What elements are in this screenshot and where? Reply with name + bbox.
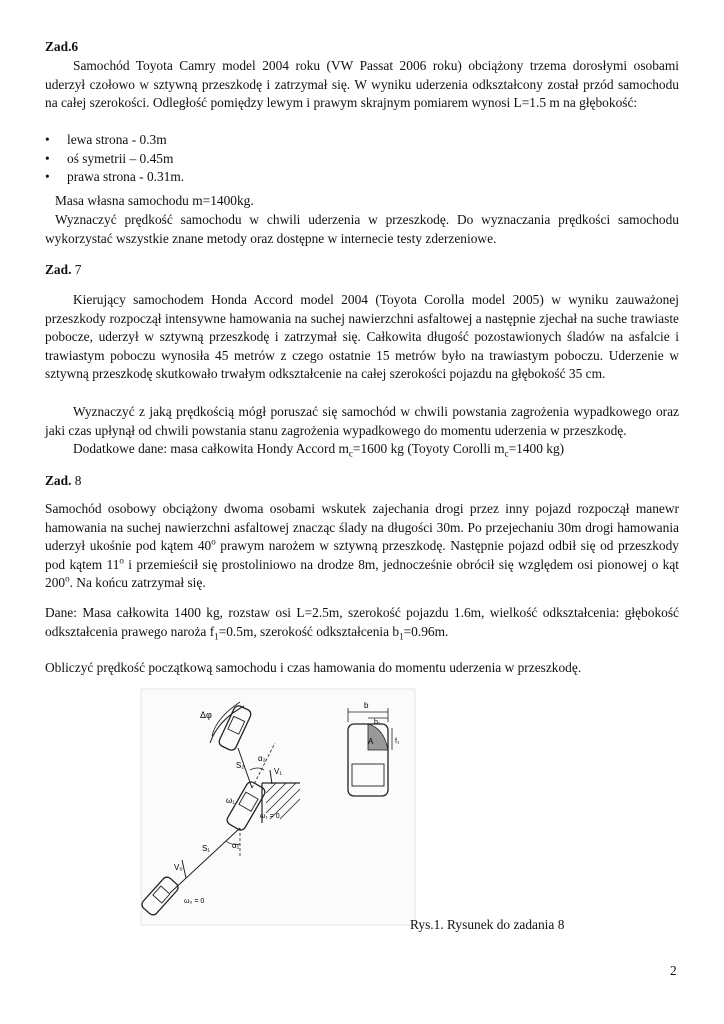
label-b1: b₁ bbox=[374, 719, 381, 726]
label-v1: V₁ bbox=[274, 767, 283, 776]
label-f1: f₁ bbox=[395, 738, 400, 745]
task-8-instruction: Obliczyć prędkość początkową samochodu i czas hamowania do momentu uderzenia w przeszkodę. bbox=[45, 660, 582, 675]
task-8-given-data: Dane: Masa całkowita 1400 kg, rozstaw osi L=2.5m, szerokość pojazdu 1.6m, wielkość odkształcenia: głębokość odkształcenia prawego naroża $f_1=0.5m$, szerokość odkształcenia $b_1=0.96m$. bbox=[45, 605, 679, 642]
task-6-mass: Masa własna samochodu m=1400kg. bbox=[55, 193, 254, 208]
figure-caption: Rys.1. Rysunek do zadania 8 bbox=[410, 917, 565, 932]
label-alpha1: α₁ bbox=[232, 841, 240, 850]
task-7-extra-data: Dodatkowe dane: masa całkowita Hondy Accord $m_c=1600$ kg (Toyoty Corolli $m_c=1400$ kg) bbox=[73, 441, 565, 459]
task-7-paragraph: Kierujący samochodem Honda Accord model 2004 (Toyota Corolla model 2005) w wyniku zauważonej przeszkody rozpoczął intensywne hamowania na suchej nawierzchni asfaltowej a następnie zjechał na suche trawiaste pobocze, uderzył w sztywną przeszkodę i zatrzymał się. Całkowita długość pozostawionych śladów na asfalcie i trawiastym poboczu wynosiła 45 metrów z czego ostatnie 15 metrów było na trawiastym poboczu. Uderzenie w sztywną przeszkodę skutkowało trwałym odkształcenie na całej szerokości pojazdu na głębokość 35 cm. bbox=[45, 292, 679, 382]
label-omega0: ω₀ = 0 bbox=[184, 898, 205, 905]
label-omega1-zero: ω₁ = 0 bbox=[260, 813, 280, 820]
label-delta-phi: Δφ bbox=[200, 710, 212, 720]
page-number: 2 bbox=[670, 963, 677, 978]
label-alpha2: α₂ bbox=[258, 754, 266, 763]
task-6-paragraph: Samochód Toyota Camry model 2004 roku (VW Passat 2006 roku) obciążony trzema dorosłymi osobami uderzył czołowo w sztywną przeszkodę i zatrzymał się. W wyniku uderzenia odkształcony został przód samochodu na całej szerokości. Odległość pomiędzy lewym i prawym skrajnym pomiarem wynosi L=1.5 m na głębokość: bbox=[45, 58, 679, 111]
collision-diagram bbox=[140, 688, 420, 928]
bullet-right-side: • prawa strona - 0.31m. bbox=[45, 169, 185, 184]
task-6-instruction: Wyznaczyć prędkość samochodu w chwili uderzenia w przeszkodę. Do wyznaczania prędkości samochodu wykorzystać wszystkie znane metody oraz dostępne w internecie testy zderzeniowe. bbox=[45, 212, 679, 246]
label-b: b bbox=[364, 701, 369, 710]
label-v0: V₀ bbox=[174, 863, 183, 872]
bullet-left-side: • lewa strona - 0.3m bbox=[45, 132, 167, 147]
label-omega1: ω₁ bbox=[226, 796, 235, 805]
task-6-title: Zad.6 bbox=[45, 39, 79, 54]
label-s1: S₁ bbox=[202, 844, 211, 853]
task-8-paragraph: Samochód osobowy obciążony dwoma osobami wskutek zajechania drogi przez inny pojazd rozpoczął manewr hamowania na suchej nawierzchni asfaltowej znacząc ślady na długości 30m. Po przejechaniu 30m drogi hamowania uderzył ukośnie pod kątem 40$^o$ prawym narożem w sztywną przeszkodę. Następnie pojazd odbił się od przeszkody pod kątem 11$^o$ i przemieścił się prostoliniowo na drodze 8m, jednocześnie obrócił się względem osi pionowej o kąt 200$^o$. Na końcu zatrzymał się. bbox=[45, 501, 679, 591]
task-8-title: Zad. 8 bbox=[45, 473, 82, 488]
label-a: A bbox=[368, 737, 374, 746]
task-7-question: Wyznaczyć z jaką prędkością mógł poruszać się samochód w chwili powstania zagrożenia wypadkowego oraz jaki czas upłynął od chwili powstania stanu zagrożenia wypadkowego do momentu uderzenia w przeszkodę. bbox=[45, 404, 679, 438]
task-7-title: Zad. 7 bbox=[45, 262, 82, 277]
bullet-symmetry-axis: • oś symetrii – 0.45m bbox=[45, 151, 174, 166]
label-s2: S₂ bbox=[236, 761, 245, 770]
